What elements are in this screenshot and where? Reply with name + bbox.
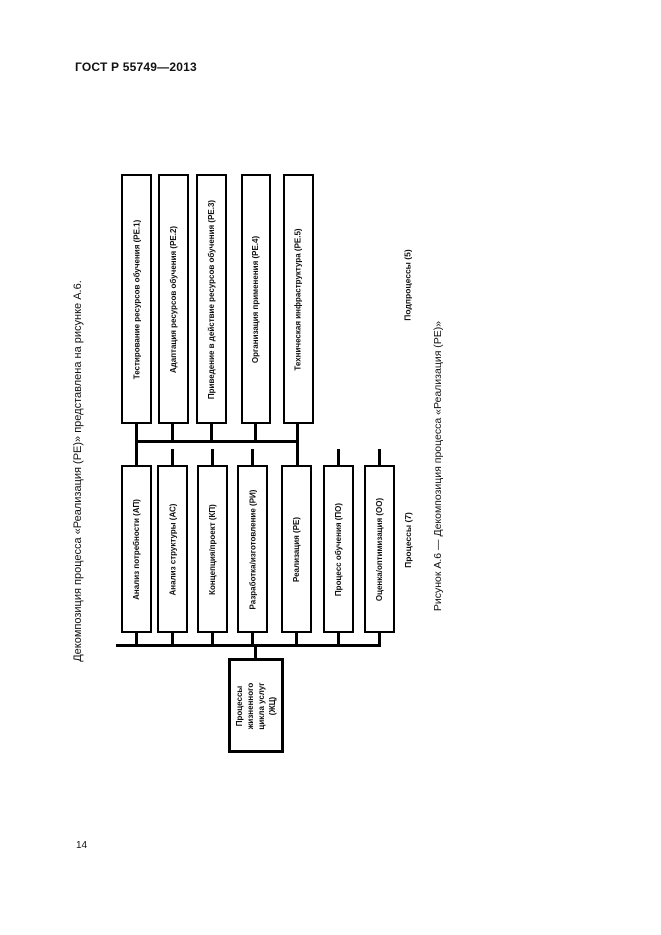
subprocess-label-pe1: Тестирование ресурсов обучения (РЕ.1)	[132, 219, 142, 379]
subprocess-label-pe5: Техническая инфраструктура (РЕ.5)	[294, 227, 304, 371]
connector-line	[211, 449, 214, 465]
subprocess-box-pe5	[283, 174, 314, 424]
process-box-kp	[197, 465, 228, 633]
process-label-as: Анализ структуры (АС)	[168, 503, 178, 595]
intro-text: Декомпозиция процесса «Реализация (РЕ)» представлена на рисунке А.6.	[72, 280, 85, 662]
connector-line	[251, 449, 254, 465]
subprocess-label-pe4: Организация применения (РЕ.4)	[251, 235, 261, 363]
processes-group-label: Процессы (7)	[403, 512, 413, 568]
connector-line	[296, 443, 299, 465]
process-box-ri	[237, 465, 268, 633]
subprocess-label-pe2: Адаптация ресурсов обучения (РЕ.2)	[169, 225, 179, 373]
process-label-kp: Концепция/проект (КП)	[208, 503, 217, 595]
process-label-pe: Реализация (РЕ)	[292, 516, 301, 582]
connector-bus-upper	[135, 440, 299, 443]
subprocess-box-pe2	[158, 174, 189, 424]
subprocess-box-pe1	[121, 174, 152, 424]
connector-line	[337, 449, 340, 465]
process-label-ri: Разработка/изготовление (РИ)	[248, 489, 257, 609]
connector-line	[171, 449, 174, 465]
process-box-po	[323, 465, 354, 633]
connector-bus-lower	[116, 644, 381, 647]
page-header: ГОСТ Р 55749—2013	[75, 60, 197, 74]
process-label-ap: Анализ потребности (АП)	[132, 498, 141, 600]
subprocess-box-pe4	[241, 174, 271, 424]
connector-line	[254, 424, 257, 441]
connector-line	[171, 424, 174, 441]
subprocesses-group-label: Подпроцессы (5)	[403, 249, 414, 321]
process-box-ap	[121, 465, 152, 633]
lifecycle-root-box	[228, 658, 284, 753]
figure-caption: Рисунок А.6 — Декомпозиция процесса «Реализация (РЕ)»	[432, 320, 445, 612]
connector-line	[210, 424, 213, 441]
process-box-pe	[281, 465, 312, 633]
connector-line	[296, 424, 299, 441]
connector-line	[378, 449, 381, 465]
subprocess-label-pe3: Приведение в действие ресурсов обучения (РЕ.3)	[207, 199, 217, 399]
process-label-po: Процесс обучения (ПО)	[334, 502, 343, 596]
process-box-oo	[364, 465, 395, 633]
lifecycle-root-label: Процессы жизненного цикла услуг (ЖЦ)	[235, 681, 277, 730]
connector-line	[135, 443, 138, 465]
connector-line	[254, 647, 257, 658]
subprocess-box-pe3	[196, 174, 227, 424]
page-number: 14	[76, 840, 88, 851]
process-label-oo: Оценка/оптимизация (ОО)	[375, 497, 384, 601]
connector-line	[135, 424, 138, 441]
process-box-as	[157, 465, 188, 633]
